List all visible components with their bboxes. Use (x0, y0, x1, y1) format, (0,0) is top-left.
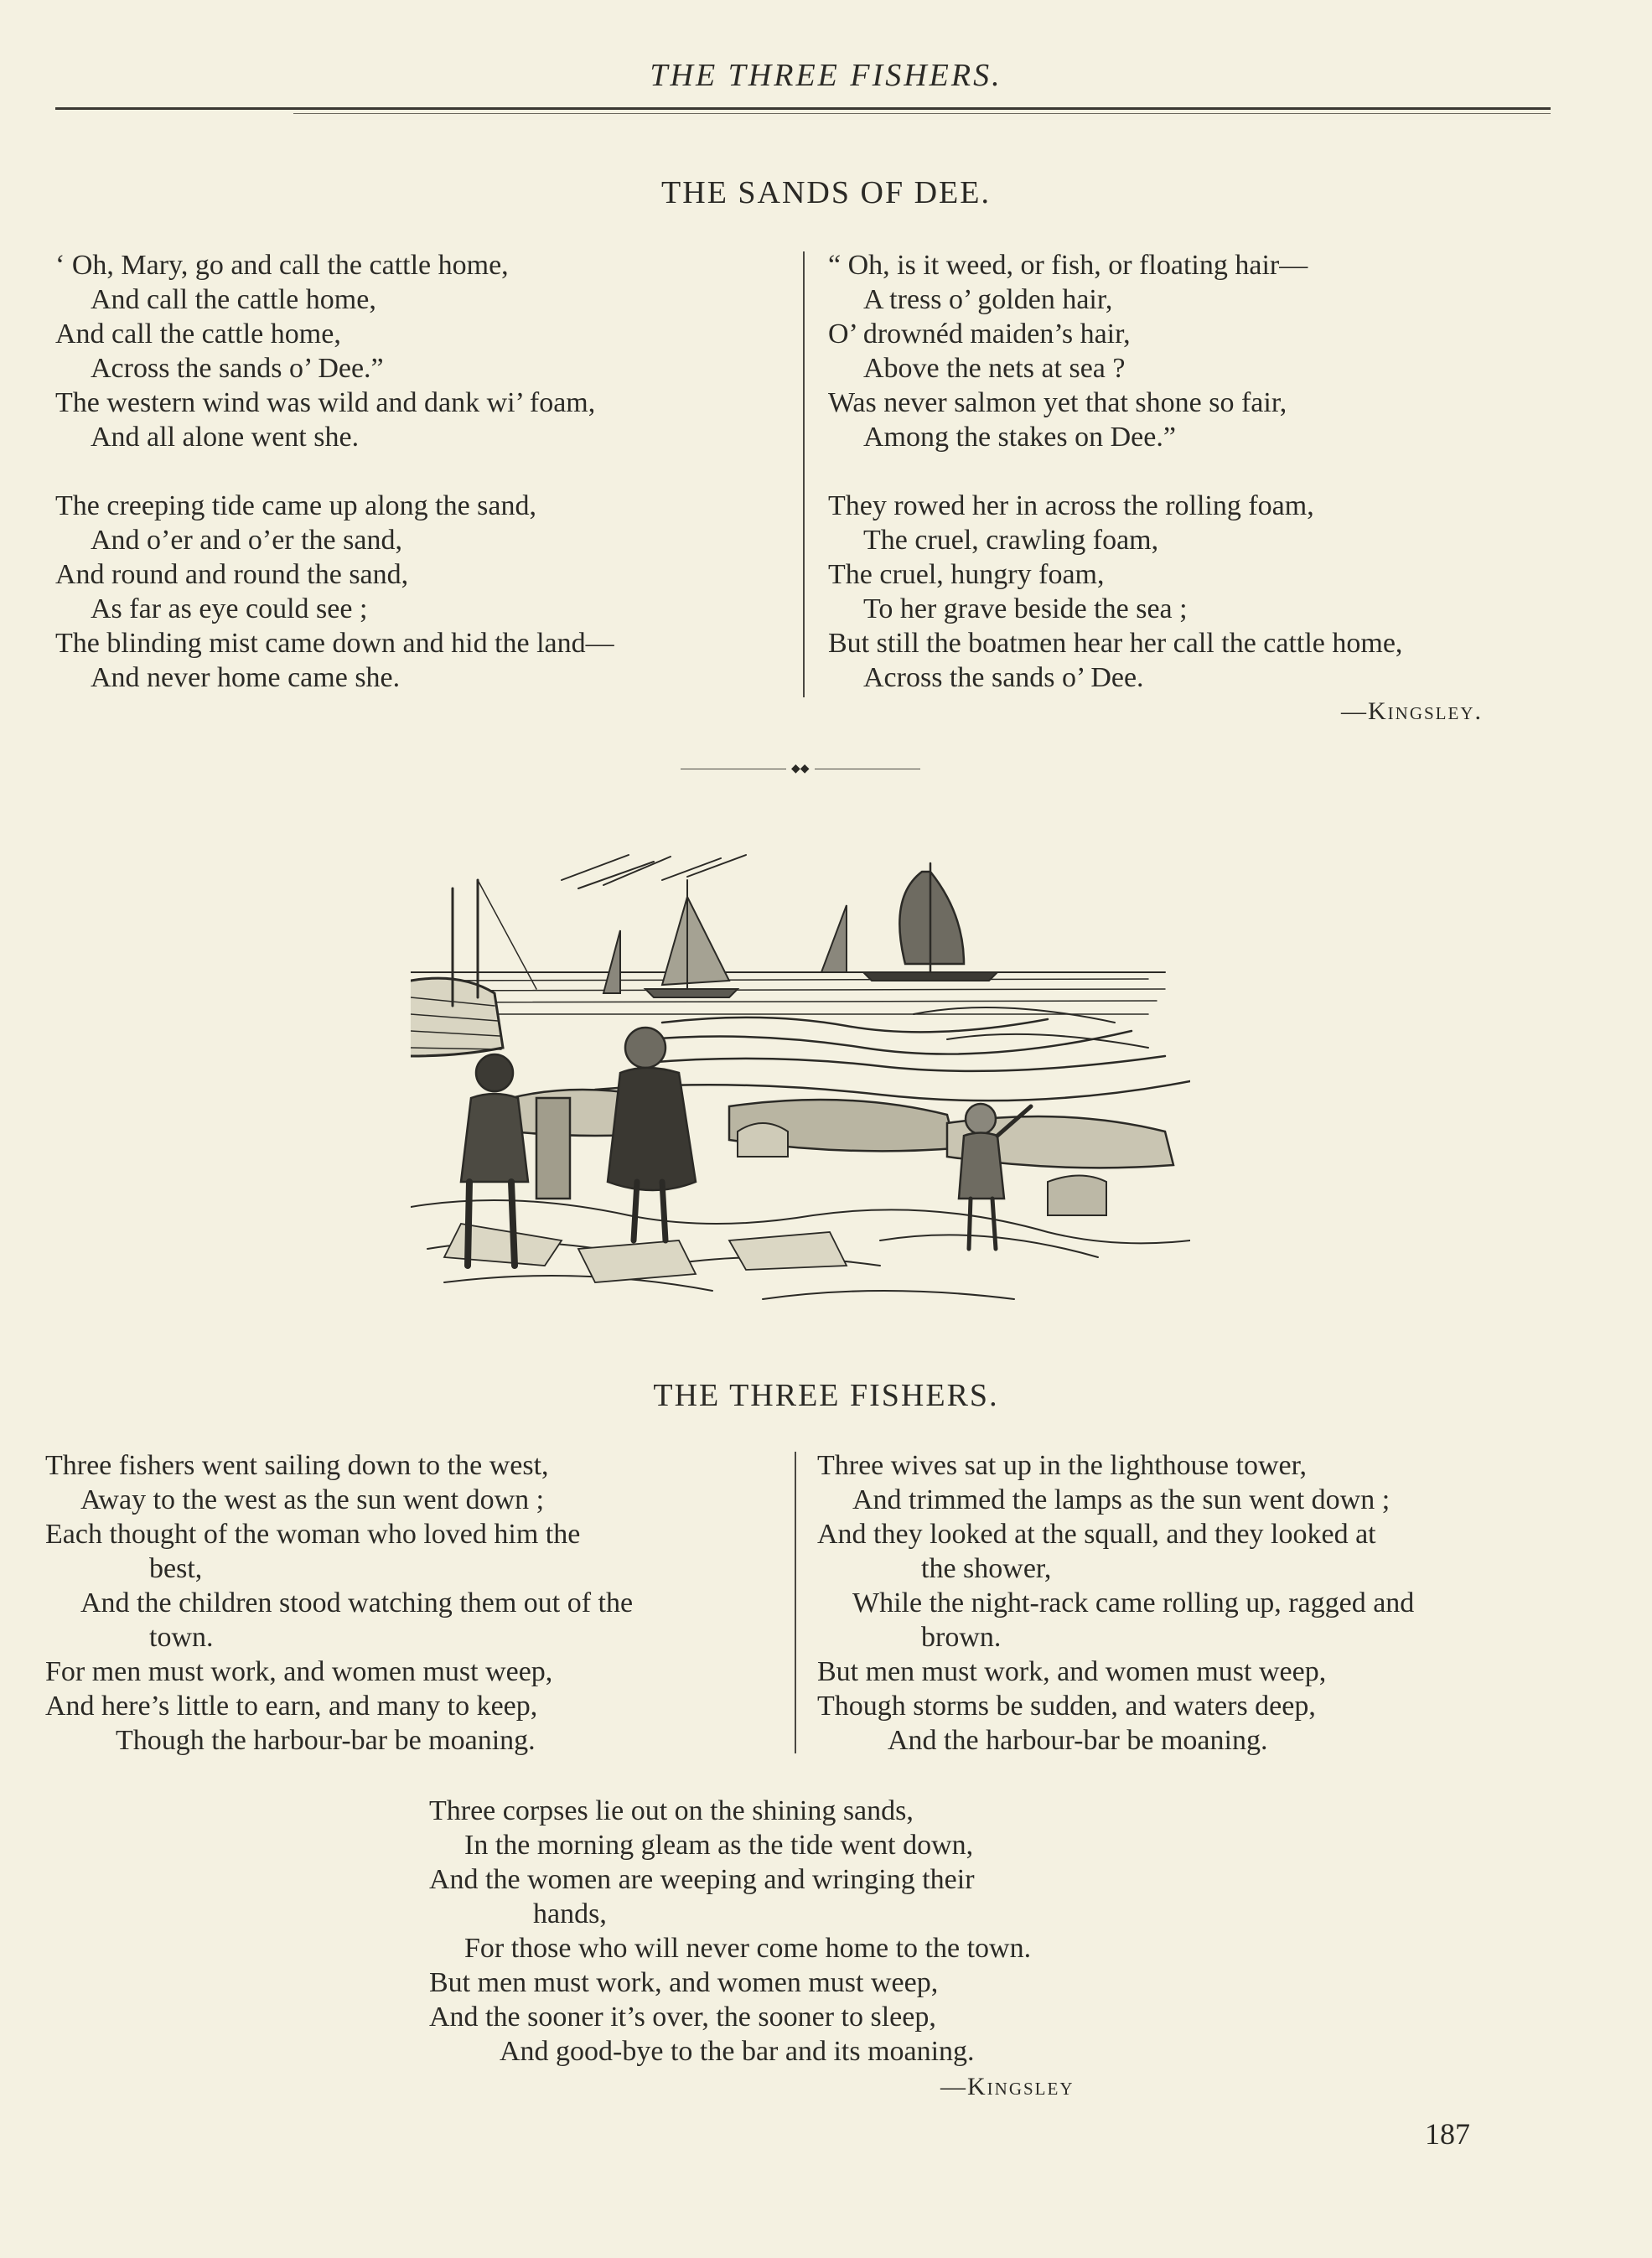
poem-line: As far as eye could see ; (91, 593, 368, 624)
poem-line: ‘ Oh, Mary, go and call the cattle home, (55, 250, 509, 281)
poem-line: While the night-rack came rolling up, ragged and (852, 1587, 1415, 1618)
poem-line: And all alone went she. (91, 422, 360, 453)
poem-line: Above the nets at sea ? (863, 353, 1126, 384)
poem-line: For men must work, and women must weep, (45, 1656, 553, 1687)
poem-line: And good-bye to the bar and its moaning. (500, 2036, 975, 2067)
poem-line: Each thought of the woman who loved him the (45, 1519, 581, 1550)
poem-line: But still the boatmen hear her call the cattle home, (828, 628, 1403, 659)
poem-line: And call the cattle home, (91, 284, 376, 315)
poem-line: And the sooner it’s over, the sooner to sleep, (429, 2002, 936, 2033)
poem-line: To her grave beside the sea ; (863, 593, 1188, 624)
poem-line: Three fishers went sailing down to the west, (45, 1450, 549, 1481)
poem-line: Though storms be sudden, and waters deep, (817, 1691, 1316, 1722)
poem1-left-column (55, 248, 614, 695)
poem-line: best, (149, 1553, 203, 1584)
poem-line: And they looked at the squall, and they looked at (817, 1519, 1376, 1550)
poem-line: the shower, (921, 1553, 1052, 1584)
poem-line: And the women are weeping and wringing their (429, 1864, 975, 1895)
poem-line: brown. (921, 1622, 1002, 1653)
page-number: 187 (1425, 2117, 1470, 2151)
running-head: THE THREE FISHERS. (650, 58, 1002, 93)
poem2-title: THE THREE FISHERS. (653, 1378, 999, 1413)
poem-line: Away to the west as the sun went down ; (80, 1484, 545, 1515)
poem-line: Among the stakes on Dee.” (863, 422, 1176, 453)
poem2-credit: —Kingsley (940, 2073, 1075, 2100)
poem-line: hands, (533, 1898, 607, 1929)
poem2-right-column (817, 1448, 1414, 1758)
poem-line: In the morning gleam as the tide went down, (464, 1830, 974, 1861)
poem2-left-column (45, 1448, 633, 1758)
poem-line: town. (149, 1622, 214, 1653)
poem-line: And never home came she. (91, 662, 401, 693)
poem-line: But men must work, and women must weep, (429, 1967, 939, 1998)
poem-line: And the children stood watching them out of the (80, 1587, 634, 1618)
poem-line (55, 454, 614, 489)
header-rule-thin (293, 113, 1551, 114)
poem-line: The cruel, crawling foam, (863, 525, 1159, 556)
poem-line (828, 454, 1402, 489)
poem-line: They rowed her in across the rolling foam, (828, 490, 1314, 521)
poem1-title: THE SANDS OF DEE. (661, 175, 991, 210)
poem-line: Though the harbour-bar be moaning. (116, 1725, 536, 1756)
poem-line: But men must work, and women must weep, (817, 1656, 1327, 1687)
fishing-scene-engraving (411, 847, 1190, 1324)
section-ornament: ◆◆ (681, 764, 920, 774)
poem-line: And here’s little to earn, and many to keep, (45, 1691, 538, 1722)
poem-line: Three wives sat up in the lighthouse tower, (817, 1450, 1308, 1481)
column-divider-2 (795, 1452, 796, 1753)
poem-line: “ Oh, is it weed, or fish, or floating hair— (828, 250, 1308, 281)
column-divider (803, 251, 805, 697)
poem-line: Was never salmon yet that shone so fair, (828, 387, 1287, 418)
poem-line: And round and round the sand, (55, 559, 409, 590)
poem-line: A tress o’ golden hair, (863, 284, 1113, 315)
poem1-credit: —Kingsley. (1341, 697, 1483, 725)
poem2-final-stanza (429, 1794, 1031, 2069)
poem-line: And call the cattle home, (55, 319, 341, 350)
poem-line: Three corpses lie out on the shining sands, (429, 1795, 914, 1826)
poem-line: For those who will never come home to the town. (464, 1933, 1032, 1964)
poem1-right-column (828, 248, 1402, 695)
poem-line: The blinding mist came down and hid the land— (55, 628, 614, 659)
poem-line: The creeping tide came up along the sand, (55, 490, 536, 521)
poem-line: And trimmed the lamps as the sun went down ; (852, 1484, 1390, 1515)
poem-line: Across the sands o’ Dee.” (91, 353, 384, 384)
poem-line: O’ drownéd maiden’s hair, (828, 319, 1131, 350)
header-rule (55, 107, 1551, 110)
poem-line: Across the sands o’ Dee. (863, 662, 1144, 693)
poem-line: The western wind was wild and dank wi’ foam, (55, 387, 596, 418)
poem-line: And o’er and o’er the sand, (91, 525, 402, 556)
poem-line: And the harbour-bar be moaning. (888, 1725, 1268, 1756)
poem-line: The cruel, hungry foam, (828, 559, 1105, 590)
